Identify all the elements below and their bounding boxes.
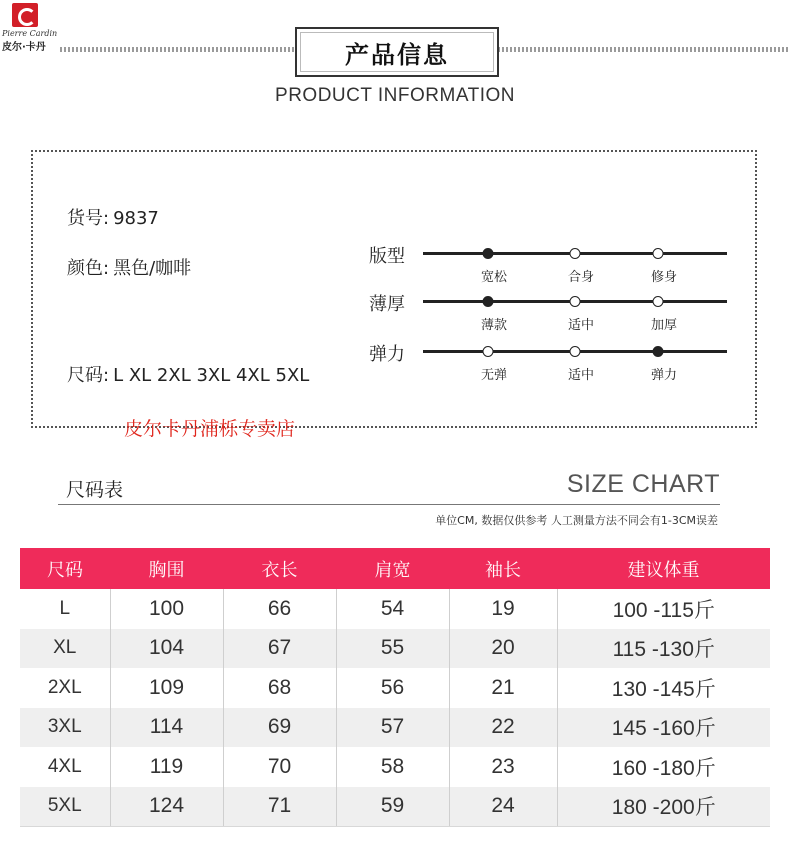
table-cell: 23 (449, 747, 557, 787)
table-cell: 21 (449, 668, 557, 708)
product-info-panel (31, 150, 757, 428)
table-cell: 4XL (47, 755, 82, 777)
table-cell: 160 -180斤 (557, 747, 770, 787)
attribute-label: 版型 (369, 246, 405, 267)
table-cell: L (59, 597, 71, 619)
size-chart-title-en: SIZE CHART (566, 470, 720, 498)
color-label: 颜色: (67, 258, 110, 279)
table-cell: 59 (336, 787, 449, 827)
brand-name: 皮尔·卡丹 (2, 42, 46, 53)
table-cell: 68 (223, 668, 336, 708)
table-cell: 55 (336, 629, 449, 669)
col-header: 建议体重 (557, 548, 770, 589)
table-row (20, 668, 770, 708)
table-cell: 100 -115斤 (557, 589, 770, 629)
store-watermark: 皮尔卡丹浦栎专卖店 (124, 418, 296, 440)
table-cell: 19 (449, 589, 557, 629)
size-chart-note: 单位CM, 数据仅供参考 人工测量方法不同会有1-3CM误差 (435, 514, 718, 527)
page-subtitle: PRODUCT INFORMATION (275, 85, 515, 106)
table-cell: 70 (223, 747, 336, 787)
attribute-option: 合身 (567, 270, 595, 285)
size-value: L XL 2XL 3XL 4XL 5XL (113, 365, 310, 386)
table-cell: 20 (449, 629, 557, 669)
attribute-option: 无弹 (480, 368, 508, 383)
table-row (20, 787, 770, 827)
item-number-label: 货号: (67, 208, 110, 229)
table-cell: XL (20, 629, 110, 669)
table-cell: 67 (223, 629, 336, 669)
table-row (20, 629, 770, 669)
unselected-dot-icon (570, 296, 581, 307)
attribute-row (369, 292, 739, 332)
table-row (20, 589, 770, 629)
attribute-option: 加厚 (650, 318, 678, 333)
table-cell: 22 (449, 708, 557, 748)
unselected-dot-icon (653, 248, 664, 259)
brand-script: Pierre Cardin (2, 29, 58, 38)
table-row (20, 708, 770, 748)
table-cell: 119 (110, 747, 223, 787)
col-header: 衣长 (223, 548, 336, 589)
col-header: 尺码 (20, 548, 110, 589)
table-cell: 56 (336, 668, 449, 708)
attribute-row (369, 244, 739, 284)
table-cell: 180 -200斤 (557, 787, 770, 827)
unselected-dot-icon (483, 346, 494, 357)
table-cell: 124 (110, 787, 223, 827)
attribute-row (369, 342, 739, 382)
size-label: 尺码: (67, 365, 110, 386)
title-box (295, 27, 499, 77)
item-number-value: 9837 (113, 208, 159, 229)
table-cell: 104 (110, 629, 223, 669)
size-info (67, 361, 309, 387)
brand-logo (2, 3, 58, 53)
selected-dot-icon (483, 248, 494, 259)
table-cell: 58 (336, 747, 449, 787)
col-header: 袖长 (449, 548, 557, 589)
size-chart-divider (58, 504, 720, 505)
attribute-label: 弹力 (369, 344, 405, 365)
size-table-header (20, 548, 770, 589)
selected-dot-icon (483, 296, 494, 307)
item-number (67, 204, 159, 230)
attribute-option: 适中 (567, 368, 595, 383)
table-cell: 115 -130斤 (557, 629, 770, 669)
attribute-option: 弹力 (650, 368, 678, 383)
table-cell: 54 (336, 589, 449, 629)
table-cell: 24 (449, 787, 557, 827)
size-table (20, 548, 770, 827)
header-divider-right (498, 47, 790, 52)
table-row (20, 747, 770, 787)
table-cell: 114 (110, 708, 223, 748)
color-info (67, 254, 191, 280)
table-cell: 3XL (20, 708, 110, 748)
table-cell: 71 (223, 787, 336, 827)
attribute-option: 薄款 (480, 318, 508, 333)
table-cell: 5XL (20, 787, 110, 827)
unselected-dot-icon (570, 248, 581, 259)
table-cell: 145 -160斤 (557, 708, 770, 748)
color-value: 黑色/咖啡 (113, 258, 192, 279)
unselected-dot-icon (570, 346, 581, 357)
table-cell: 2XL (47, 676, 82, 698)
table-cell: 66 (223, 589, 336, 629)
table-cell: 69 (223, 708, 336, 748)
table-cell: 109 (110, 668, 223, 708)
col-header: 胸围 (110, 548, 223, 589)
attribute-option: 修身 (650, 270, 678, 285)
attribute-label: 薄厚 (369, 294, 405, 315)
page-title: 产品信息 (300, 32, 494, 72)
table-cell: 130 -145斤 (557, 668, 770, 708)
attribute-option: 适中 (567, 318, 595, 333)
attribute-option: 宽松 (480, 270, 508, 285)
header-divider-left (60, 47, 294, 52)
selected-dot-icon (653, 346, 664, 357)
pierre-cardin-logo-icon (12, 3, 38, 27)
col-header: 肩宽 (336, 548, 449, 589)
unselected-dot-icon (653, 296, 664, 307)
size-chart-title: 尺码表 (66, 479, 124, 501)
table-cell: 57 (336, 708, 449, 748)
table-cell: 100 (110, 589, 223, 629)
